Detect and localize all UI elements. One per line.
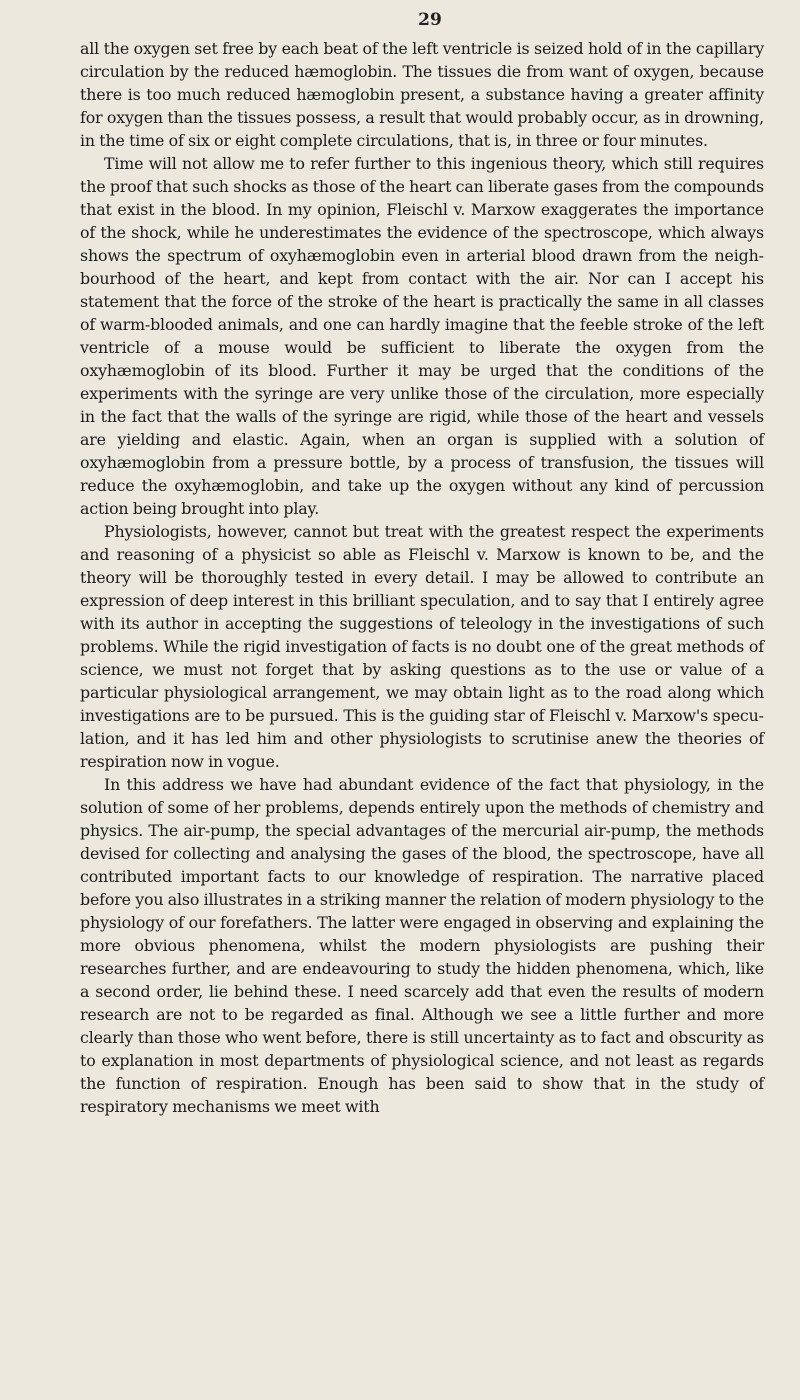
paragraph-physiologists-respect: Physiologists, however, cannot but treat with the greatest respect the experiments and reasoning of a physicist so able as Fleischl v. Marxow is known to be, and the theory will be thoroughly tested in every detail. I may be allowed to contribute an expression of deep interest in this brilliant speculation, and to say that I entirely agree with its author in accepting the suggestions of teleology in the investigations of such problems. While the rigid investigation of facts is no doubt one of the great methods of science, we must not forget that by asking questions as to the use or value of a particular physiological arrangement, we may obtain light as to the road along which investigations are to be pursued. This is the guiding star of Fleischl v. Marxow's speculation, and it has led him and other physiologists to scrutinise anew the theories of respiration now in vogue. (80, 522, 764, 771)
paragraph-address-summary: In this address we have had abundant evidence of the fact that physiology, in the solution of some of her problems, depends entirely upon the methods of chemistry and physics. The air-pump, the special advantages of the mercurial air-pump, the methods devised for collecting and analysing the gases of the blood, the spectroscope, have all contributed important facts to our knowledge of respiration. The narrative placed before you also illustrates in a striking manner the relation of modern physiology to the physiology of our forefathers. The latter were engaged in observing and explaining the more obvious phenomena, whilst the modern physiologists are pushing their researches further, and are endeavouring to study the hidden phenomena, which, like a second order, lie behind these. I need scarcely add that even the results of modern research are not to be regarded as final. Although we see a little further and more clearly than those who went before, there is still uncertainty as to fact and obscurity as to explanation in most departments of physiological science, and not least as regards the function of respiration. Enough has been said to show that in the study of respiratory mechanisms we meet with (80, 775, 764, 1116)
body-text (80, 37, 764, 1118)
page-number: 29 (418, 10, 442, 30)
paragraph-theory-critique: Time will not allow me to refer further to this ingenious theory, which still requires the proof that such shocks as those of the heart can liberate gases from the compounds that exist in the blood. In my opinion, Fleischl v. Marxow exaggerates the importance of the shock, while he underestimates the evidence of the spectroscope, which always shows the spectrum of oxyhæmoglobin even in arterial blood drawn from the neighbourhood of the heart, and kept from contact with the air. Nor can I accept his statement that the force of the stroke of the heart is practically the same in all classes of warm-blooded animals, and one can hardly imagine that the feeble stroke of the left ventricle of a mouse would be sufficient to liberate the oxygen from the oxyhæmoglobin of its blood. Further it may be urged that the conditions of the experiments with the syringe are very unlike those of the circulation, more especially in the fact that the walls of the syringe are rigid, while those of the heart and vessels are yielding and elastic. Again, when an organ is supplied with a solution of oxyhæmoglobin from a pressure bottle, by a process of transfusion, the tissues will reduce the oxyhæmoglobin, and take up the oxygen without any kind of percussion action being brought into play. (80, 154, 764, 518)
paragraph-continuation: all the oxygen set free by each beat of the left ventricle is seized hold of in the capillary circulation by the reduced hæmoglobin. The tissues die from want of oxygen, because there is too much reduced hæmoglobin present, a substance having a greater affinity for oxygen than the tissues possess, a result that would probably occur, as in drowning, in the time of six or eight complete circulations, that is, in three or four minutes. (80, 39, 764, 150)
